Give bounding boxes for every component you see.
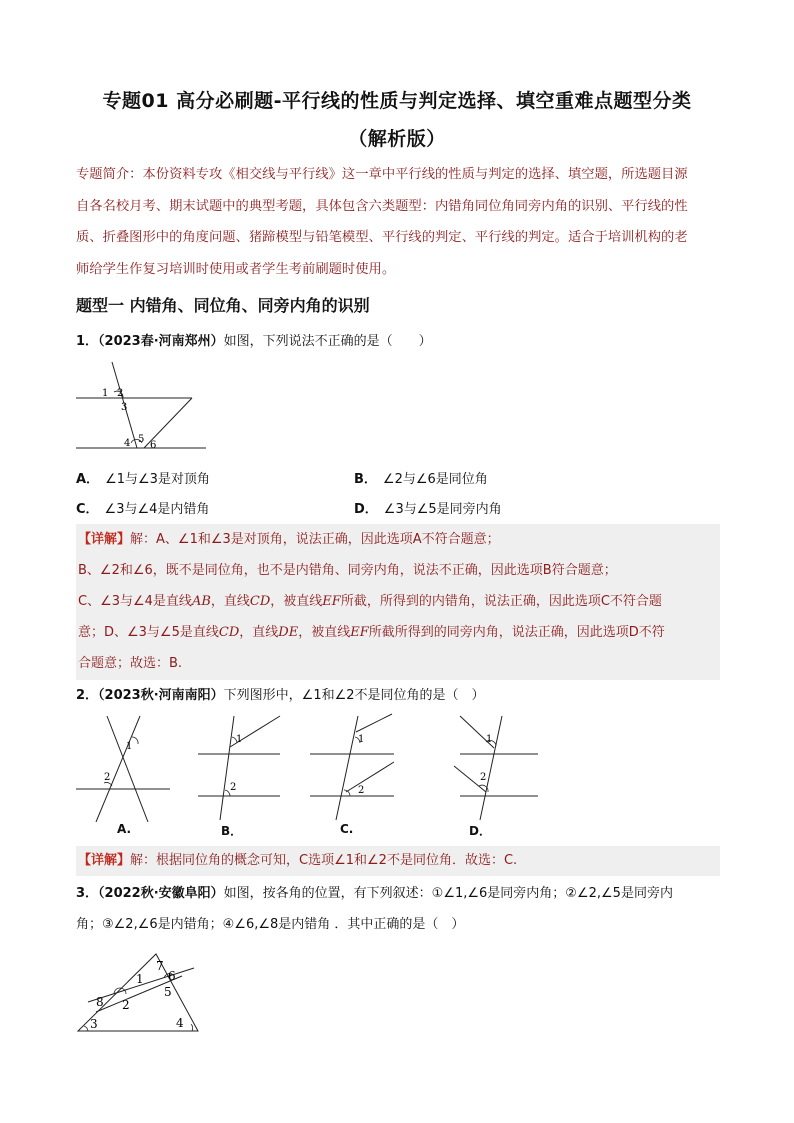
angle-label: 3 [121,402,128,413]
option-d[interactable] [354,498,502,517]
angle-label: 2 [480,772,487,783]
solution-line [76,524,720,555]
solution-text: ，被直线 [270,594,323,609]
document-title: 专题01 高分必刷题-平行线的性质与判定选择、填空重难点题型分类 [102,90,692,112]
solution-line [76,846,720,876]
option-text: ∠3与∠5是同旁内角 [383,502,502,517]
option-text: ∠3与∠4是内错角 [104,502,210,517]
figure-d [452,712,552,822]
angle-label: 5 [164,985,172,999]
question-text: 如图，按各角的位置，有下列叙述：①∠1,∠6是同旁内角；②∠2,∠5是同旁内 [223,886,673,901]
angle-label: 6 [150,440,157,451]
angle-label: 5 [138,434,145,445]
question-text: 下列图形中，∠1和∠2不是同位角的是（ ） [223,688,485,703]
question-number: 3． [76,886,99,901]
line [480,716,502,820]
math-symbol: DE [278,625,299,640]
angle-label: 1 [126,741,133,752]
solution-text: 所截，所得到的内错角，说法正确，因此选项C不符合题 [340,594,662,609]
solution-text: ，直线 [210,594,250,609]
solution-tag: 【详解】 [78,532,131,547]
topic-intro [76,159,720,285]
math-symbol: EF [322,594,341,609]
figure-c-label: C. [340,822,354,836]
solution-text: 所截所得到的同旁内角，说法正确，因此选项D不符 [368,625,665,640]
question-1-stem [76,326,720,357]
line [346,762,394,792]
math-symbol: CD [218,625,240,640]
question-1-solution [76,524,720,680]
option-c[interactable] [76,498,209,517]
section-heading: 题型一 内错角、同位角、同旁内角的识别 [76,296,370,315]
intro-line: 师给学生作复习培训时使用或者学生考前刷题时使用。 [76,261,396,277]
angle-label: 4 [176,1016,184,1030]
question-number: 1． [76,334,99,349]
solution-text: ，被直线 [298,625,351,640]
angle-label: 2 [122,998,130,1012]
figure-d-label: D． [469,824,491,838]
option-text: ∠2与∠6是同位角 [382,472,488,487]
solution-text: ，直线 [239,625,279,640]
line [107,716,148,822]
angle-arc [132,737,138,744]
angle-label: 6 [168,969,176,983]
question-number: 2． [76,688,99,703]
question-2-stem [76,680,720,711]
angle-arc [84,1026,88,1031]
solution-text: 解：A、∠1和∠3是对顶角，说法正确，因此选项A不符合题意； [130,532,500,547]
angle-arc [344,790,350,796]
question-source: （2023春·河南郑州） [98,334,224,349]
solution-line: B、∠2和∠6，既不是同位角，也不是内错角、同旁内角，说法不正确，因此选项B符合题意； [78,563,617,578]
solution-line [76,617,720,648]
solution-text: 解：根据同位角的概念可知，C选项∠1和∠2不是同位角．故选：C. [130,853,518,868]
angle-label: 1 [102,388,109,399]
option-letter: C． [76,502,99,517]
figure-b [196,712,296,822]
question-source: （2023秋·河南南阳） [98,688,224,703]
figure-c [308,712,408,822]
angle-label: 1 [358,734,365,745]
line [336,716,358,820]
intro-line: 自各名校月考、期末试题中的典型考题，具体包含六类题型：内错角同位角同旁内角的识别、平行线的性 [76,198,688,214]
angle-label: 2 [117,388,124,399]
solution-line: 合题意；故选：B. [78,656,183,671]
option-b[interactable] [354,468,488,487]
option-text: ∠1与∠3是对顶角 [105,472,210,487]
solution-line [76,586,720,617]
angle-label: 8 [96,995,104,1009]
question-source: （2022秋·安徽阜阳） [98,886,224,901]
line [96,716,140,822]
question-text: 如图，下列说法不正确的是（ ） [223,334,432,349]
document-subtitle: （解析版） [348,128,446,150]
figure-a-label: A. [117,822,132,836]
option-a[interactable] [76,468,210,487]
math-symbol: EF [350,625,369,640]
angle-label: 2 [358,785,365,796]
angle-arc [191,1024,193,1031]
angle-label: 1 [236,734,243,745]
question-3-stem [76,878,720,940]
intro-line: 专题简介：本份资料专攻《相交线与平行线》这一章中平行线的性质与判定的选择、填空题，所选题目源 [76,167,688,182]
math-symbol: CD [249,594,271,609]
solution-text: C、∠3与∠4是直线 [78,594,192,609]
question-2-solution [76,846,720,876]
angle-label: 2 [104,772,111,783]
question-line: 角；③∠2,∠6是内错角；④∠6,∠8是内错角 ．其中正确的是（ ） [76,917,465,932]
figure-b-label: B． [221,824,243,838]
option-letter: D． [354,502,378,517]
angle-label: 2 [230,782,237,793]
question-1-figure [74,360,214,455]
math-symbol: AB [191,594,211,609]
figure-a [74,712,174,822]
solution-tag: 【详解】 [78,853,131,868]
angle-label: 4 [124,438,131,449]
solution-text: 意；D、∠3与∠5是直线 [78,625,219,640]
angle-label: 3 [90,1017,98,1031]
option-letter: A． [76,472,100,487]
angle-label: 7 [156,959,164,973]
question-3-figure [74,950,204,1035]
option-letter: B． [354,472,377,487]
question-line [76,878,720,909]
intro-line: 质、折叠图形中的角度问题、猪蹄模型与铅笔模型、平行线的判定、平行线的判定。适合于培训机构的老 [76,230,688,245]
line [356,714,392,732]
angle-label: 1 [136,972,144,986]
line [220,716,237,820]
angle-label: 1 [486,734,493,745]
